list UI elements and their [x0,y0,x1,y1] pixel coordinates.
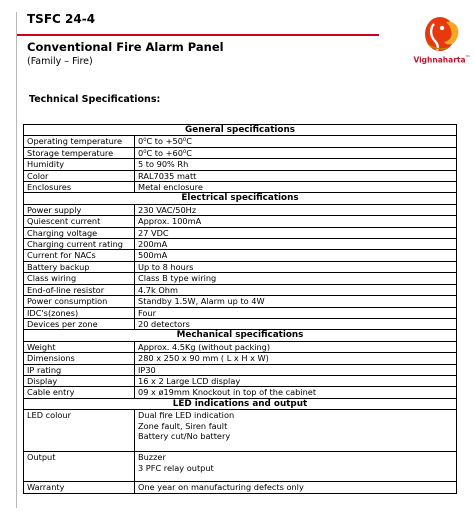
spec-value-line: Battery cut/No battery [138,430,231,441]
spec-sheet-page [16,12,471,508]
table-row [24,170,457,181]
spec-label: Cable entry [24,387,135,398]
spec-value: RAL7035 matt [135,170,457,181]
spec-label: IP rating [24,364,135,375]
spec-value: Metal enclosure [135,182,457,193]
spec-label: Color [24,170,135,181]
table-row [24,353,457,364]
table-row [24,159,457,170]
spec-label: LED colour [24,410,135,452]
spec-label: Devices per zone [24,318,135,329]
spec-value: 27 VDC [135,227,457,238]
spec-label: Dimensions [24,353,135,364]
table-row [24,284,457,295]
spec-value: Approx. 4.5Kg (without packing) [135,341,457,352]
table-row [24,410,457,452]
spec-label: Humidity [24,159,135,170]
spec-label: Output [24,452,135,482]
spec-label: Charging current rating [24,239,135,250]
spec-label: Quiescent current [24,216,135,227]
spec-value: 16 x 2 Large LCD display [135,375,457,386]
table-row [24,318,457,329]
table-row [24,307,457,318]
brand-logo [413,14,471,70]
table-row [24,204,457,215]
spec-value: 0⁰C to +50⁰C [135,136,457,147]
spec-value: 20 detectors [135,318,457,329]
spec-value: Approx. 100mA [135,216,457,227]
table-row [24,387,457,398]
technical-specifications-heading: Technical Specifications: [29,94,161,105]
spec-label: Display [24,375,135,386]
spec-value-line: Zone fault, Siren fault [138,420,228,431]
table-row [24,250,457,261]
table-row [24,482,457,493]
spec-value: Standby 1.5W, Alarm up to 4W [135,296,457,307]
table-row [24,182,457,193]
product-title: Conventional Fire Alarm Panel [27,40,224,54]
spec-label: Power supply [24,204,135,215]
table-row [24,296,457,307]
spec-label: Charging voltage [24,227,135,238]
ganesha-logo-icon [420,14,464,54]
spec-value [135,452,457,482]
spec-value: 200mA [135,239,457,250]
section-header-led: LED indications and output [24,398,457,409]
brand-name: Vighnaharta™ [413,55,471,65]
header-divider [17,34,379,36]
spec-label: Weight [24,341,135,352]
spec-label: End-of-line resistor [24,284,135,295]
spec-value: 280 x 250 x 90 mm ( L x H x W) [135,353,457,364]
section-header-mechanical: Mechanical specifications [24,330,457,341]
model-number: TSFC 24-4 [27,12,96,26]
section-header-electrical: Electrical specifications [24,193,457,204]
table-row [24,227,457,238]
spec-label: Operating temperature [24,136,135,147]
table-row [24,147,457,158]
table-row [24,261,457,272]
spec-value-line: Buzzer [138,452,166,463]
table-row [24,364,457,375]
spec-label: Power consumption [24,296,135,307]
spec-value [135,410,457,452]
spec-value: Four [135,307,457,318]
section-header-general: General specifications [24,125,457,136]
spec-value-line: Dual fire LED indication [138,410,235,421]
spec-value-line: 3 PFC relay output [138,462,214,473]
table-row [24,375,457,386]
table-row [24,452,457,482]
spec-label: IDC's(zones) [24,307,135,318]
spec-label: Storage temperature [24,147,135,158]
table-row [24,136,457,147]
spec-value: 5 to 90% Rh [135,159,457,170]
spec-value: 230 VAC/50Hz [135,204,457,215]
table-row [24,341,457,352]
spec-value: IP30 [135,364,457,375]
spec-label: Battery backup [24,261,135,272]
spec-label: Current for NACs [24,250,135,261]
spec-label: Class wiring [24,273,135,284]
spec-value: One year on manufacturing defects only [135,482,457,493]
product-family: (Family – Fire) [27,56,93,67]
spec-value: 09 x ø19mm Knockout in top of the cabinet [135,387,457,398]
spec-label: Warranty [24,482,135,493]
spec-value: Up to 8 hours [135,261,457,272]
spec-value: 4.7k Ohm [135,284,457,295]
spec-value: 500mA [135,250,457,261]
spec-label: Enclosures [24,182,135,193]
spec-value: Class B type wiring [135,273,457,284]
table-row [24,239,457,250]
specifications-table [23,124,457,494]
table-row [24,273,457,284]
spec-value: 0⁰C to +60⁰C [135,147,457,158]
table-row [24,216,457,227]
